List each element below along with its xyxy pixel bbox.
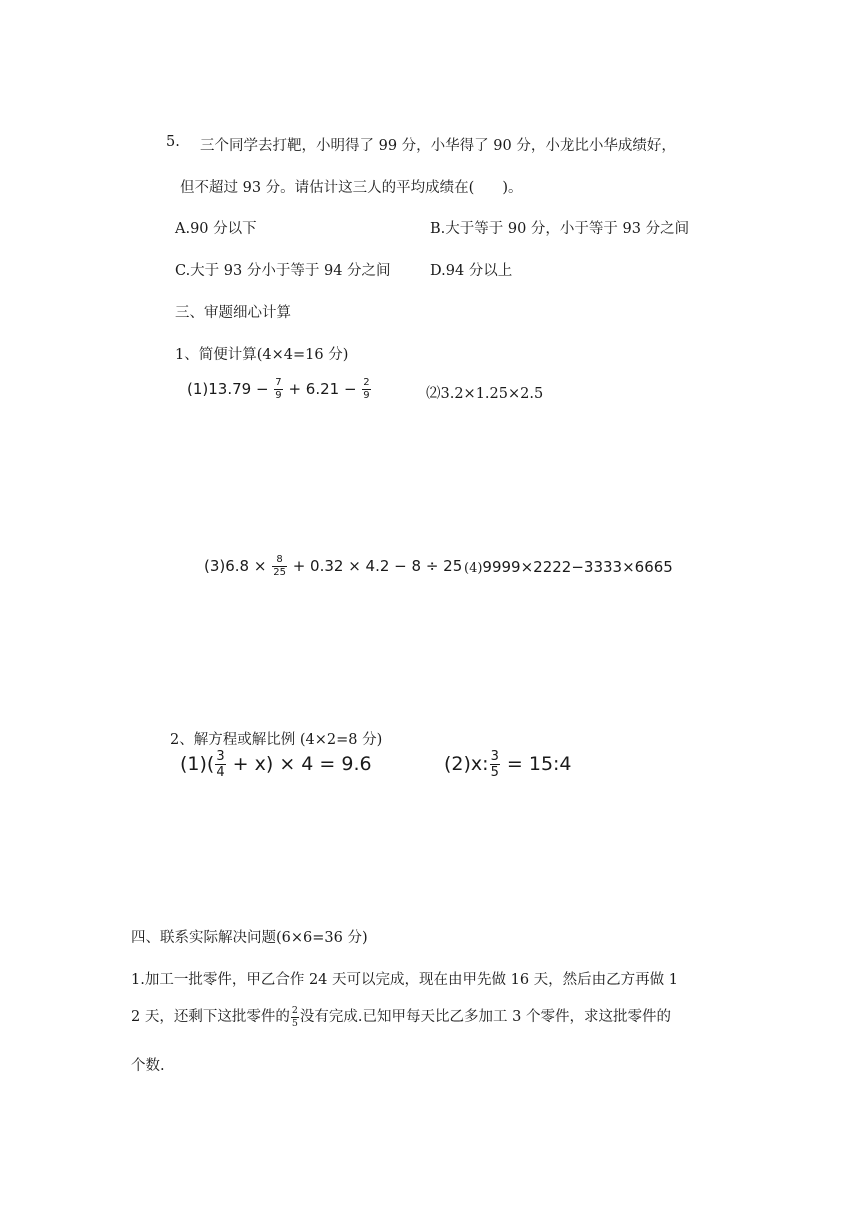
- problem-label: (3): [204, 557, 226, 575]
- problem-label: (1): [180, 753, 207, 775]
- section-4-title: 四、联系实际解决问题(6×6=36 分): [131, 930, 368, 946]
- problem-1-4: [464, 558, 673, 576]
- option-c: C.大于 93 分小于等于 94 分之间: [175, 263, 391, 279]
- option-a: A.90 分以下: [175, 221, 257, 237]
- expr-part: x:: [470, 753, 489, 775]
- denominator: 4: [216, 765, 225, 780]
- question-5-line-2: [180, 176, 523, 197]
- text-part: 2 天，还剩下这批零件的: [131, 1009, 290, 1025]
- part-1-title: 1、简便计算(4×4=16 分): [175, 347, 349, 363]
- fraction: [272, 555, 287, 578]
- problem-2-1: [180, 750, 372, 779]
- section-3-title: 三、审题细心计算: [175, 305, 291, 321]
- numerator: 2: [291, 1005, 298, 1016]
- numerator: 2: [363, 377, 370, 388]
- expr-part: + 6.21 −: [283, 380, 362, 398]
- problem-1-3: [204, 555, 462, 578]
- fraction: [274, 378, 282, 401]
- problem-4-1-line-3: 个数.: [131, 1058, 165, 1074]
- denominator: 5: [291, 1017, 298, 1029]
- problem-2-2: [444, 750, 572, 779]
- part-2-title: 2、解方程或解比例 (4×2=8 分): [170, 732, 383, 748]
- numerator: 8: [272, 555, 287, 567]
- fraction: [215, 750, 225, 779]
- problem-label: (1): [187, 380, 209, 398]
- question-5-line-2-text: 但不超过 93 分。请估计这三人的平均成绩在(: [180, 180, 475, 196]
- text-part: 没有完成.已知甲每天比乙多加工 3 个零件，求这批零件的: [299, 1009, 671, 1025]
- expr-part: + 0.32 × 4.2 − 8 ÷ 25: [287, 557, 463, 575]
- expr-part: 13.79 −: [208, 380, 274, 398]
- problem-1-1: [187, 378, 372, 401]
- problem-1-2: ⑵3.2×1.25×2.5: [426, 386, 544, 402]
- expr-part: 9999×2222−3333×6665: [482, 558, 673, 576]
- problem-4-1-line-2: [131, 1005, 671, 1028]
- fraction: [490, 750, 500, 779]
- problem-label: (2): [444, 753, 471, 775]
- question-5-line-2-end: )。: [502, 180, 523, 196]
- fraction: [291, 1006, 299, 1028]
- numerator: 7: [275, 377, 282, 388]
- denominator: 25: [273, 567, 286, 578]
- question-5-number: 5.: [166, 134, 180, 150]
- question-5-line-1: 三个同学去打靶，小明得了 99 分，小华得了 90 分，小龙比小华成绩好，: [200, 138, 676, 154]
- expr-part: = 15:4: [500, 753, 572, 775]
- problem-4-1-line-1: 1.加工一批零件，甲乙合作 24 天可以完成，现在由甲先做 16 天，然后由乙方再做 1: [131, 972, 679, 988]
- expr-part: 6.8 ×: [225, 557, 272, 575]
- denominator: 9: [363, 390, 370, 401]
- numerator: 3: [216, 749, 225, 764]
- fraction: [362, 378, 370, 401]
- problem-label: (4): [464, 561, 483, 576]
- option-b: B.大于等于 90 分，小于等于 93 分之间: [430, 221, 690, 237]
- denominator: 9: [275, 390, 282, 401]
- numerator: 3: [490, 749, 499, 764]
- option-d: D.94 分以上: [430, 263, 513, 279]
- expr-part: + x) × 4 = 9.6: [226, 753, 372, 775]
- denominator: 5: [490, 765, 499, 780]
- expr-part: (: [206, 753, 215, 775]
